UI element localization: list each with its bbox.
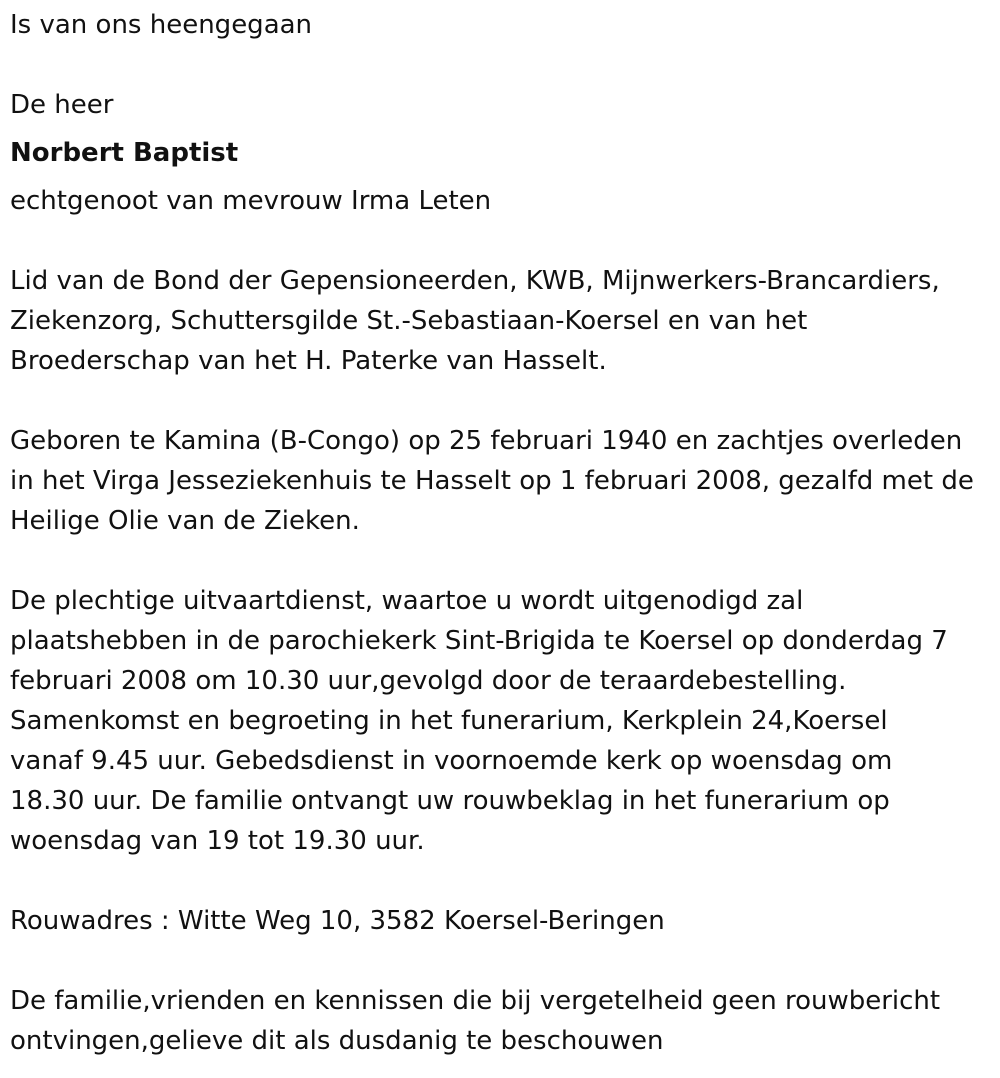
spouse-line: echtgenoot van mevrouw Irma Leten xyxy=(10,186,492,216)
spacer xyxy=(10,381,995,421)
memberships-paragraph xyxy=(10,261,995,381)
funeral-line: plaatshebben in de parochiekerk Sint-Brigida te Koersel op donderdag 7 xyxy=(10,626,948,656)
obituary-notice xyxy=(10,5,995,1061)
birth-death-line: in het Virga Jesseziekenhuis te Hasselt op 1 februari 2008, gezalfd met de xyxy=(10,466,974,496)
spacer xyxy=(10,45,995,85)
birth-death-paragraph xyxy=(10,421,995,541)
funeral-line: 18.30 uur. De familie ontvangt uw rouwbeklag in het funerarium op xyxy=(10,786,890,816)
salutation: De heer xyxy=(10,90,114,120)
funeral-line: februari 2008 om 10.30 uur,gevolgd door de teraardebestelling. xyxy=(10,666,847,696)
closing-line: De familie,vrienden en kennissen die bij vergetelheid geen rouwbericht xyxy=(10,986,941,1016)
birth-death-line: Heilige Olie van de Zieken. xyxy=(10,506,360,536)
intro-line: Is van ons heengegaan xyxy=(10,10,313,40)
closing-paragraph xyxy=(10,981,995,1061)
spacer xyxy=(10,941,995,981)
closing-line: ontvingen,gelieve dit als dusdanig te beschouwen xyxy=(10,1026,664,1056)
memberships-line: Lid van de Bond der Gepensioneerden, KWB, Mijnwerkers-Brancardiers, xyxy=(10,266,940,296)
funeral-line: vanaf 9.45 uur. Gebedsdienst in voornoemde kerk op woensdag om xyxy=(10,746,893,776)
spacer xyxy=(10,221,995,261)
funeral-paragraph xyxy=(10,581,995,861)
spacer xyxy=(10,861,995,901)
mourning-address: Rouwadres : Witte Weg 10, 3582 Koersel-Beringen xyxy=(10,906,665,936)
funeral-line: Samenkomst en begroeting in het funerarium, Kerkplein 24,Koersel xyxy=(10,706,888,736)
funeral-line: De plechtige uitvaartdienst, waartoe u wordt uitgenodigd zal xyxy=(10,586,804,616)
spacer xyxy=(10,541,995,581)
birth-death-line: Geboren te Kamina (B-Congo) op 25 februari 1940 en zachtjes overleden xyxy=(10,426,963,456)
deceased-name: Norbert Baptist xyxy=(10,138,239,168)
funeral-line: woensdag van 19 tot 19.30 uur. xyxy=(10,826,425,856)
memberships-line: Ziekenzorg, Schuttersgilde St.-Sebastiaan-Koersel en van het xyxy=(10,306,808,336)
memberships-line: Broederschap van het H. Paterke van Hasselt. xyxy=(10,346,607,376)
